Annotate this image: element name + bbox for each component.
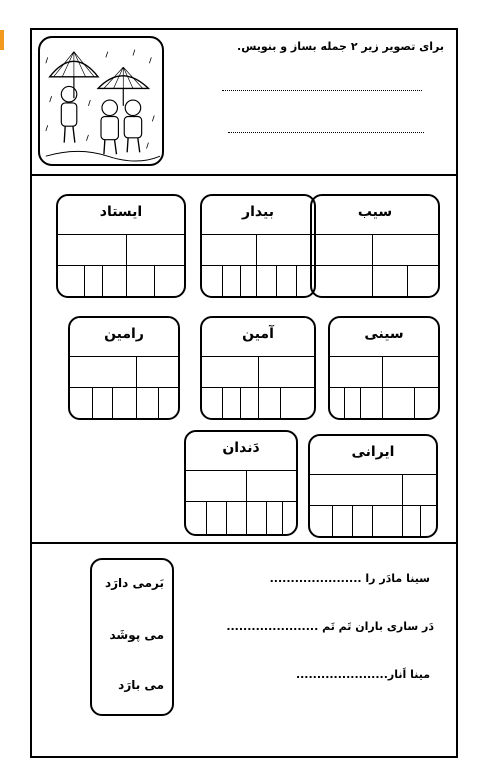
verb-option: می پوشَد bbox=[109, 628, 164, 642]
word-box-1 bbox=[310, 194, 440, 298]
word-label: ایستاد bbox=[99, 204, 143, 220]
letter-grid[interactable] bbox=[310, 474, 436, 536]
word-label: دَندان bbox=[222, 440, 260, 456]
sentence-3[interactable]: مینا اَنار...................... bbox=[295, 668, 430, 681]
letter-grid[interactable] bbox=[58, 234, 184, 296]
answer-line-2[interactable] bbox=[228, 132, 424, 133]
word-label: سیب bbox=[357, 204, 393, 220]
letter-grid[interactable] bbox=[312, 234, 438, 296]
word-label: ایرانی bbox=[351, 444, 395, 460]
worksheet bbox=[30, 28, 458, 758]
word-box-2 bbox=[200, 194, 316, 298]
instruction-text: برای تصویر زیر ۲ جمله بساز و بنویس. bbox=[237, 40, 444, 53]
sentence-2[interactable]: دَر ساری باران تَم تَم ...................... bbox=[226, 620, 434, 633]
word-box-6 bbox=[68, 316, 180, 420]
word-box-5 bbox=[200, 316, 316, 420]
verb-options-box bbox=[90, 558, 174, 716]
answer-line-1[interactable] bbox=[222, 90, 422, 91]
letter-grid[interactable] bbox=[70, 356, 178, 418]
word-box-7 bbox=[308, 434, 438, 538]
verb-option: می بارَد bbox=[118, 678, 164, 692]
letter-grid[interactable] bbox=[186, 470, 296, 534]
verb-option: بَرمی دارَد bbox=[104, 576, 164, 590]
section-divider-2 bbox=[32, 542, 456, 544]
letter-grid[interactable] bbox=[202, 356, 314, 418]
page-edge-accent bbox=[0, 30, 4, 50]
word-label: رامین bbox=[104, 326, 144, 342]
section-divider-1 bbox=[32, 174, 456, 176]
word-label: سینی bbox=[364, 326, 404, 342]
rain-picture-frame bbox=[38, 36, 164, 166]
letter-grid[interactable] bbox=[330, 356, 438, 418]
word-label: آمین bbox=[242, 326, 274, 342]
sentence-1[interactable]: سینا مادَر را ...................... bbox=[269, 572, 430, 585]
letter-grid[interactable] bbox=[202, 234, 314, 296]
children-in-rain-illustration bbox=[40, 38, 162, 164]
word-box-4 bbox=[328, 316, 440, 420]
word-box-8 bbox=[184, 430, 298, 536]
word-box-3 bbox=[56, 194, 186, 298]
word-label: بیدار bbox=[242, 204, 274, 220]
